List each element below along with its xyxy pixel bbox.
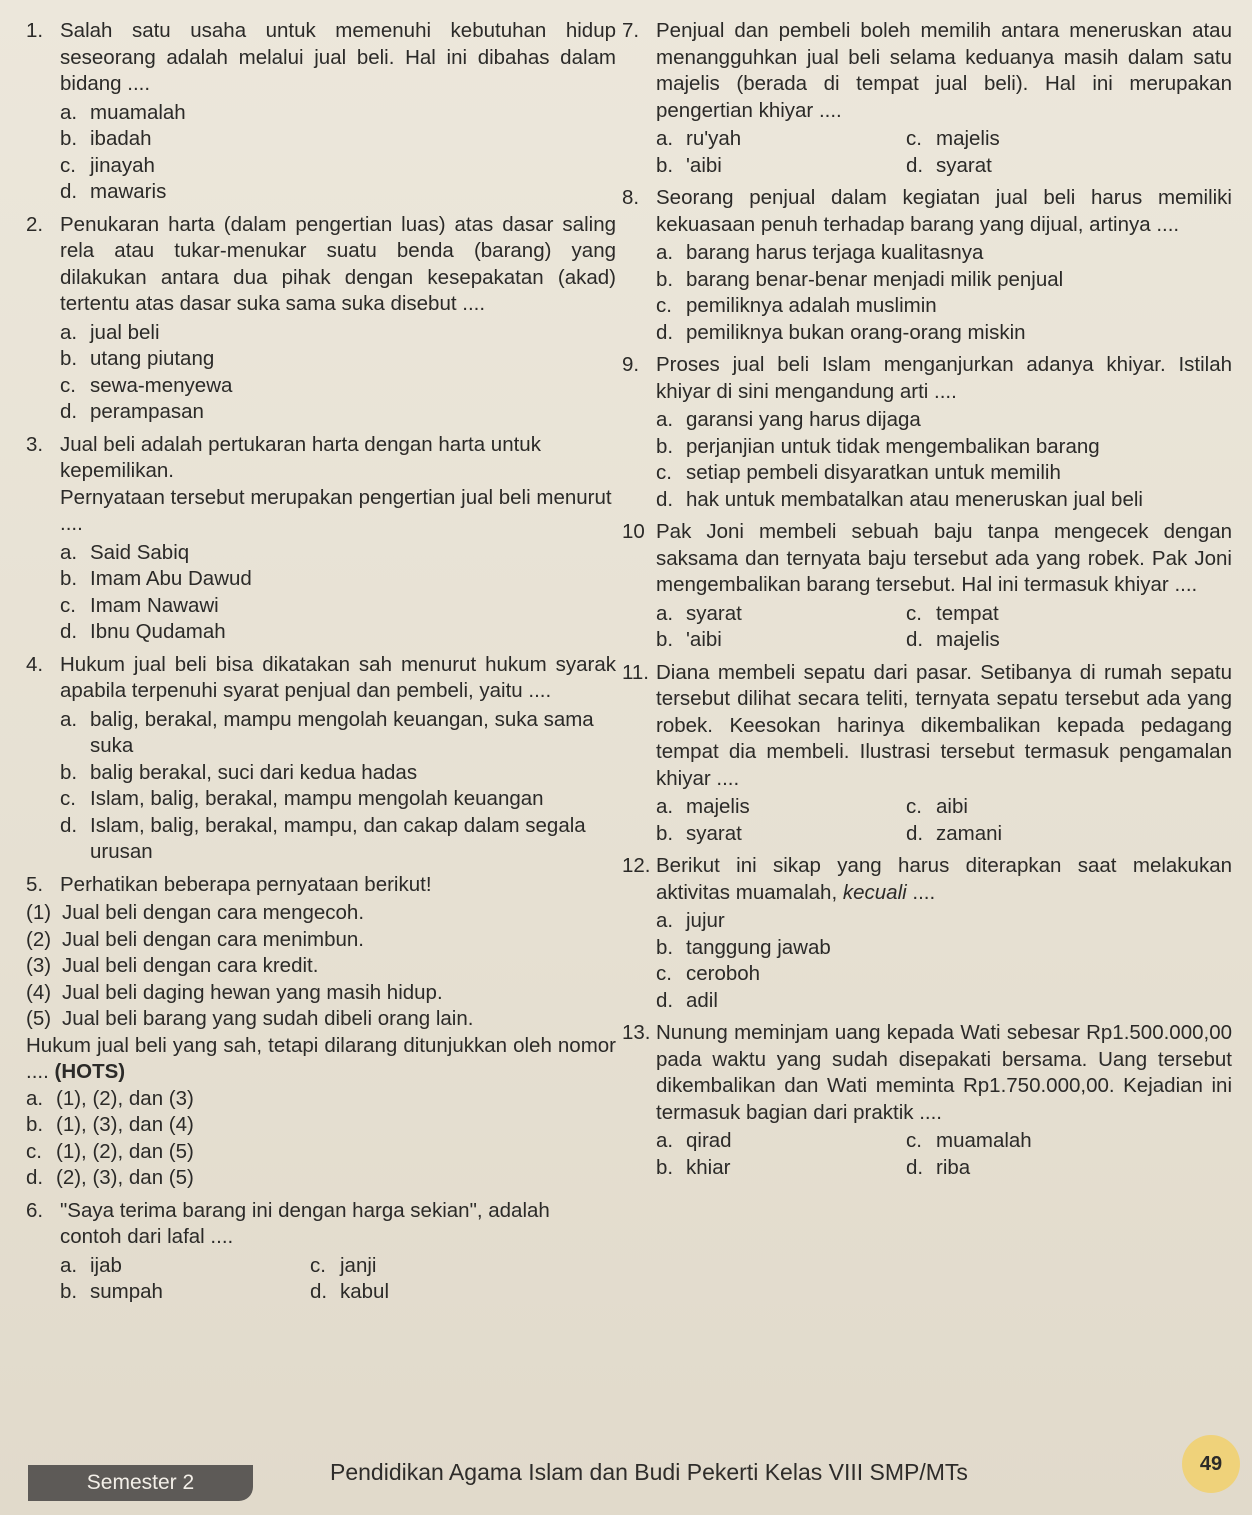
statement-text: Jual beli barang yang sudah dibeli orang lain. xyxy=(62,1007,474,1030)
question-text: Perhatikan beberapa pernyataan berikut! xyxy=(60,872,432,896)
question-6 xyxy=(26,1198,616,1251)
option-text: khiar xyxy=(686,1155,731,1179)
question-number: 5. xyxy=(26,872,44,896)
option-letter: a. xyxy=(656,241,674,264)
option xyxy=(656,434,1232,461)
option xyxy=(60,619,616,646)
options-12 xyxy=(656,908,1232,1014)
statement-number: (4) xyxy=(26,980,52,1004)
option-text: (1), (3), dan (4) xyxy=(56,1113,194,1136)
question-text: Berikut ini sikap yang harus diterapkan saat melakukan aktivitas muamalah, kecuali .... xyxy=(656,854,1232,904)
option xyxy=(60,153,616,180)
option-letter: c. xyxy=(60,593,76,617)
option-text: muamalah xyxy=(936,1129,1032,1152)
question-5 xyxy=(26,872,616,899)
question-number: 3. xyxy=(26,432,44,456)
option xyxy=(906,821,1156,848)
option-letter: d. xyxy=(906,153,924,177)
option-text: syarat xyxy=(936,153,992,177)
option-text: jujur xyxy=(686,909,725,932)
option xyxy=(656,988,1232,1015)
option xyxy=(656,794,906,821)
option-letter: b. xyxy=(656,267,674,291)
option-text: barang benar-benar menjadi milik penjual xyxy=(686,267,1064,291)
option xyxy=(60,1279,310,1306)
option-letter: d. xyxy=(60,620,78,643)
option-text: pemiliknya adalah muslimin xyxy=(686,294,937,317)
question-text: Proses jual beli Islam menganjurkan adanya khiyar. Istilah khiyar di sini mengandung arti .... xyxy=(656,353,1232,403)
option-letter: a. xyxy=(656,1129,674,1152)
option-letter: c. xyxy=(60,787,76,810)
option xyxy=(656,487,1232,514)
option xyxy=(656,935,1232,962)
option-text: jual beli xyxy=(90,320,160,344)
option xyxy=(656,460,1232,487)
statement-number: (3) xyxy=(26,954,52,977)
option-text: muamalah xyxy=(90,100,186,124)
question-13 xyxy=(622,1020,1232,1126)
option-letter: a. xyxy=(60,320,78,344)
options-8 xyxy=(656,240,1232,346)
option-letter: d. xyxy=(656,487,674,511)
option-letter: b. xyxy=(656,935,674,959)
option xyxy=(656,153,906,180)
option xyxy=(26,1139,616,1166)
option-text: majelis xyxy=(936,628,1000,651)
question-10 xyxy=(622,519,1232,599)
option-letter: b. xyxy=(60,760,78,784)
option xyxy=(906,1128,1156,1155)
question-number: 11. xyxy=(622,660,649,684)
option xyxy=(656,821,906,848)
question-text: Pak Joni membeli sebuah baju tanpa mengecek dengan saksama dan ternyata baju tersebut ada yang robek. Pak Joni mengembalikan barang tersebut. Hal ini termasuk khiyar .... xyxy=(656,520,1232,596)
option-letter: b. xyxy=(656,628,674,651)
option-text: Islam, balig, berakal, mampu, dan cakap dalam segala urusan xyxy=(90,813,586,863)
option xyxy=(906,1155,1156,1182)
option-letter: b. xyxy=(656,153,674,177)
option-text: barang harus terjaga kualitasnya xyxy=(686,241,984,264)
option-letter: a. xyxy=(656,909,674,932)
option xyxy=(906,153,1156,180)
option xyxy=(656,908,1232,935)
option xyxy=(60,373,616,400)
statement xyxy=(26,927,616,954)
option-letter: a. xyxy=(26,1086,44,1110)
option-letter: c. xyxy=(60,153,76,177)
option-letter: b. xyxy=(26,1113,44,1136)
option xyxy=(656,240,1232,267)
semester-label: Semester 2 xyxy=(28,1465,253,1501)
option-letter: d. xyxy=(60,180,78,203)
option xyxy=(906,601,1156,628)
statement xyxy=(26,953,616,980)
statement xyxy=(26,1006,616,1033)
option-text: 'aibi xyxy=(686,153,722,177)
option xyxy=(656,320,1232,347)
option xyxy=(26,1165,616,1192)
option-letter: d. xyxy=(906,1155,924,1179)
option-text: garansi yang harus dijaga xyxy=(686,408,921,431)
options-13 xyxy=(656,1128,1232,1181)
option-text: qirad xyxy=(686,1129,732,1152)
option xyxy=(60,179,616,206)
option-letter: c. xyxy=(906,1129,922,1152)
question-number: 2. xyxy=(26,212,44,236)
option-letter: d. xyxy=(906,628,924,651)
option-text: majelis xyxy=(686,795,750,818)
left-column xyxy=(26,18,616,1306)
option-letter: d. xyxy=(60,400,78,423)
emphasis-word: kecuali xyxy=(842,880,907,904)
page-footer xyxy=(0,1435,1252,1515)
option-letter: d. xyxy=(60,813,78,837)
option-text: pemiliknya bukan orang-orang miskin xyxy=(686,320,1026,344)
option-text: sumpah xyxy=(90,1280,163,1303)
option xyxy=(656,293,1232,320)
option-letter: a. xyxy=(60,1253,78,1277)
option-text: ibadah xyxy=(90,127,152,150)
statement-number: (1) xyxy=(26,901,52,924)
option xyxy=(656,407,1232,434)
option xyxy=(656,126,906,153)
option-letter: c. xyxy=(906,795,922,818)
option-text: Imam Nawawi xyxy=(90,593,219,617)
options-3 xyxy=(60,540,616,646)
option-text: ru'yah xyxy=(686,127,742,150)
option xyxy=(60,760,616,787)
option xyxy=(60,346,616,373)
option-text: hak untuk membatalkan atau meneruskan jual beli xyxy=(686,487,1143,511)
question-text: Diana membeli sepatu dari pasar. Setibanya di rumah sepatu tersebut dilihat secara teliti, ternyata sepatu tersebut ada yang robek. Keesokan harinya dikembalikan kepada pedagang tempat dia membeli. Ilustrasi tersebut termasuk pengamalan khiyar .... xyxy=(656,660,1232,790)
option-letter: b. xyxy=(60,1280,78,1303)
option-letter: c. xyxy=(656,962,672,985)
option-text: balig berakal, suci dari kedua hadas xyxy=(90,760,418,784)
option-text: syarat xyxy=(686,601,742,625)
question-number: 4. xyxy=(26,652,44,676)
option-text: riba xyxy=(936,1155,971,1179)
option xyxy=(60,786,616,813)
question-text: Penukaran harta (dalam pengertian luas) atas dasar saling rela atau tukar-menukar suatu benda (barang) yang dilakukan antara dua pihak dengan kesepakatan (akad) tertentu atas dasar suka sama suka disebut .... xyxy=(60,212,616,315)
option xyxy=(656,1155,906,1182)
option xyxy=(656,627,906,654)
question-2 xyxy=(26,212,616,318)
option-text: mawaris xyxy=(90,180,167,203)
option-letter: a. xyxy=(656,795,674,818)
question-text-2: Pernyataan tersebut merupakan pengertian jual beli menurut .... xyxy=(60,485,612,535)
option xyxy=(60,320,616,347)
option-text: kabul xyxy=(340,1280,390,1303)
option-letter: b. xyxy=(60,127,78,150)
option-letter: c. xyxy=(906,127,922,150)
question-1 xyxy=(26,18,616,98)
page-number-badge: 49 xyxy=(1182,1435,1240,1493)
option-text: tanggung jawab xyxy=(686,935,831,959)
question-number: 9. xyxy=(622,353,640,376)
question-8 xyxy=(622,185,1232,238)
question-12 xyxy=(622,853,1232,906)
options-9 xyxy=(656,407,1232,513)
option xyxy=(60,399,616,426)
option-text: jinayah xyxy=(90,153,155,177)
option-text: adil xyxy=(686,988,718,1012)
hots-label: (HOTS) xyxy=(54,1060,126,1083)
option xyxy=(60,1253,310,1280)
option-text: zamani xyxy=(936,821,1003,845)
statement-number: (2) xyxy=(26,927,52,951)
options-4 xyxy=(60,707,616,866)
option-letter: a. xyxy=(60,707,78,731)
question-11 xyxy=(622,660,1232,793)
option xyxy=(60,707,616,760)
option xyxy=(656,1128,906,1155)
option-text: (2), (3), dan (5) xyxy=(56,1166,194,1189)
statement-text: Jual beli dengan cara menimbun. xyxy=(62,927,364,951)
option-letter: b. xyxy=(60,347,78,370)
option-text: setiap pembeli disyaratkan untuk memilih xyxy=(686,461,1061,484)
option xyxy=(60,813,616,866)
statement-list xyxy=(26,900,616,1033)
statement xyxy=(26,980,616,1007)
statement-text: Jual beli daging hewan yang masih hidup. xyxy=(62,980,443,1004)
option-text: janji xyxy=(340,1253,377,1277)
option-text: Said Sabiq xyxy=(90,540,190,564)
option-letter: c. xyxy=(656,461,672,484)
option-text: ijab xyxy=(90,1253,122,1277)
options-5 xyxy=(26,1086,616,1192)
question-number: 1. xyxy=(26,19,44,42)
option-letter: b. xyxy=(60,567,78,590)
question-number: 6. xyxy=(26,1198,44,1222)
option-letter: a. xyxy=(656,408,674,431)
option-letter: c. xyxy=(26,1139,42,1163)
option-letter: c. xyxy=(60,373,76,397)
option-letter: b. xyxy=(656,821,674,845)
option-text: Islam, balig, berakal, mampu mengolah keuangan xyxy=(90,787,544,810)
option-text: (1), (2), dan (3) xyxy=(56,1086,194,1110)
option xyxy=(26,1112,616,1139)
question-4 xyxy=(26,652,616,705)
option xyxy=(60,126,616,153)
options-7 xyxy=(656,126,1232,179)
options-2 xyxy=(60,320,616,426)
option-letter: c. xyxy=(656,294,672,317)
option xyxy=(906,627,1156,654)
option xyxy=(60,100,616,127)
book-title: Pendidikan Agama Islam dan Budi Pekerti Kelas VIII SMP/MTs xyxy=(330,1459,968,1485)
option-letter: d. xyxy=(656,988,674,1012)
option-text: aibi xyxy=(936,795,968,818)
option-text: majelis xyxy=(936,127,1000,150)
option xyxy=(656,267,1232,294)
options-6 xyxy=(60,1253,616,1306)
option-letter: a. xyxy=(60,540,78,564)
question-number: 7. xyxy=(622,19,640,42)
question-3 xyxy=(26,432,616,538)
question-9 xyxy=(622,352,1232,405)
option xyxy=(60,540,616,567)
question-text: Nunung meminjam uang kepada Wati sebesar Rp1.500.000,00 pada waktu yang sudah disepakati bersama. Uang tersebut dikembalikan dan Wati meminta Rp1.750.000,00. Kejadian ini termasuk bagian dari praktik .... xyxy=(656,1021,1232,1124)
option-text: sewa-menyewa xyxy=(90,373,233,397)
option-text: Ibnu Qudamah xyxy=(90,620,226,643)
question-number: 13. xyxy=(622,1021,651,1044)
option xyxy=(656,601,906,628)
options-11 xyxy=(656,794,1232,847)
option-letter: d. xyxy=(310,1280,328,1303)
question-number: 12. xyxy=(622,854,651,877)
option-letter: d. xyxy=(26,1166,44,1189)
option-letter: a. xyxy=(656,601,674,625)
option xyxy=(906,126,1156,153)
option-letter: c. xyxy=(906,601,922,625)
question-text: "Saya terima barang ini dengan harga sekian", adalah contoh dari lafal .... xyxy=(60,1198,550,1248)
question-text: Jual beli adalah pertukaran harta dengan harta untuk kepemilikan. xyxy=(60,432,541,482)
right-column xyxy=(622,18,1232,1181)
statement xyxy=(26,900,616,927)
question-text: Hukum jual beli bisa dikatakan sah menurut hukum syarak apabila terpenuhi syarat penjual dan pembeli, yaitu .... xyxy=(60,652,616,702)
option-text: balig, berakal, mampu mengolah keuangan, suka sama suka xyxy=(90,707,594,757)
option-text: perjanjian untuk tidak mengembalikan barang xyxy=(686,434,1100,458)
option-text: 'aibi xyxy=(686,628,722,651)
question-text: Salah satu usaha untuk memenuhi kebutuhan hidup seseorang adalah melalui jual beli. Hal ini dibahas dalam bidang .... xyxy=(60,19,616,95)
options-10 xyxy=(656,601,1232,654)
option xyxy=(60,566,616,593)
option-letter: d. xyxy=(906,821,924,845)
option xyxy=(60,593,616,620)
option-text: (1), (2), dan (5) xyxy=(56,1139,194,1163)
statement-number: (5) xyxy=(26,1007,52,1030)
option-text: perampasan xyxy=(90,400,204,423)
option-letter: b. xyxy=(656,434,674,458)
question-text: Seorang penjual dalam kegiatan jual beli harus memiliki kekuasaan penuh terhadap barang yang dijual, artinya .... xyxy=(656,186,1232,236)
question-text-2: Hukum jual beli yang sah, tetapi dilarang ditunjukkan oleh nomor .... (HOTS) xyxy=(26,1033,616,1083)
question-7 xyxy=(622,18,1232,124)
option-letter: d. xyxy=(656,320,674,344)
option-letter: a. xyxy=(656,127,674,150)
option-text: Imam Abu Dawud xyxy=(90,567,252,590)
option-text: utang piutang xyxy=(90,347,215,370)
option-text: tempat xyxy=(936,601,999,625)
question-text: Penjual dan pembeli boleh memilih antara meneruskan atau menangguhkan jual beli selama keduanya masih dalam satu majelis (berada di tempat jual beli). Hal ini merupakan pengertian khiyar .... xyxy=(656,19,1232,122)
option-letter: c. xyxy=(310,1253,326,1277)
statement-text: Jual beli dengan cara mengecoh. xyxy=(62,901,365,924)
option xyxy=(656,961,1232,988)
option-text: ceroboh xyxy=(686,962,761,985)
question-number: 8. xyxy=(622,186,640,209)
option xyxy=(906,794,1156,821)
question-number: 10 xyxy=(622,520,645,543)
option xyxy=(310,1279,560,1306)
option-letter: b. xyxy=(656,1155,674,1179)
statement-text: Jual beli dengan cara kredit. xyxy=(62,954,319,977)
option xyxy=(26,1086,616,1113)
option-text: syarat xyxy=(686,821,742,845)
option-letter: a. xyxy=(60,100,78,124)
option xyxy=(310,1253,560,1280)
options-1 xyxy=(60,100,616,206)
